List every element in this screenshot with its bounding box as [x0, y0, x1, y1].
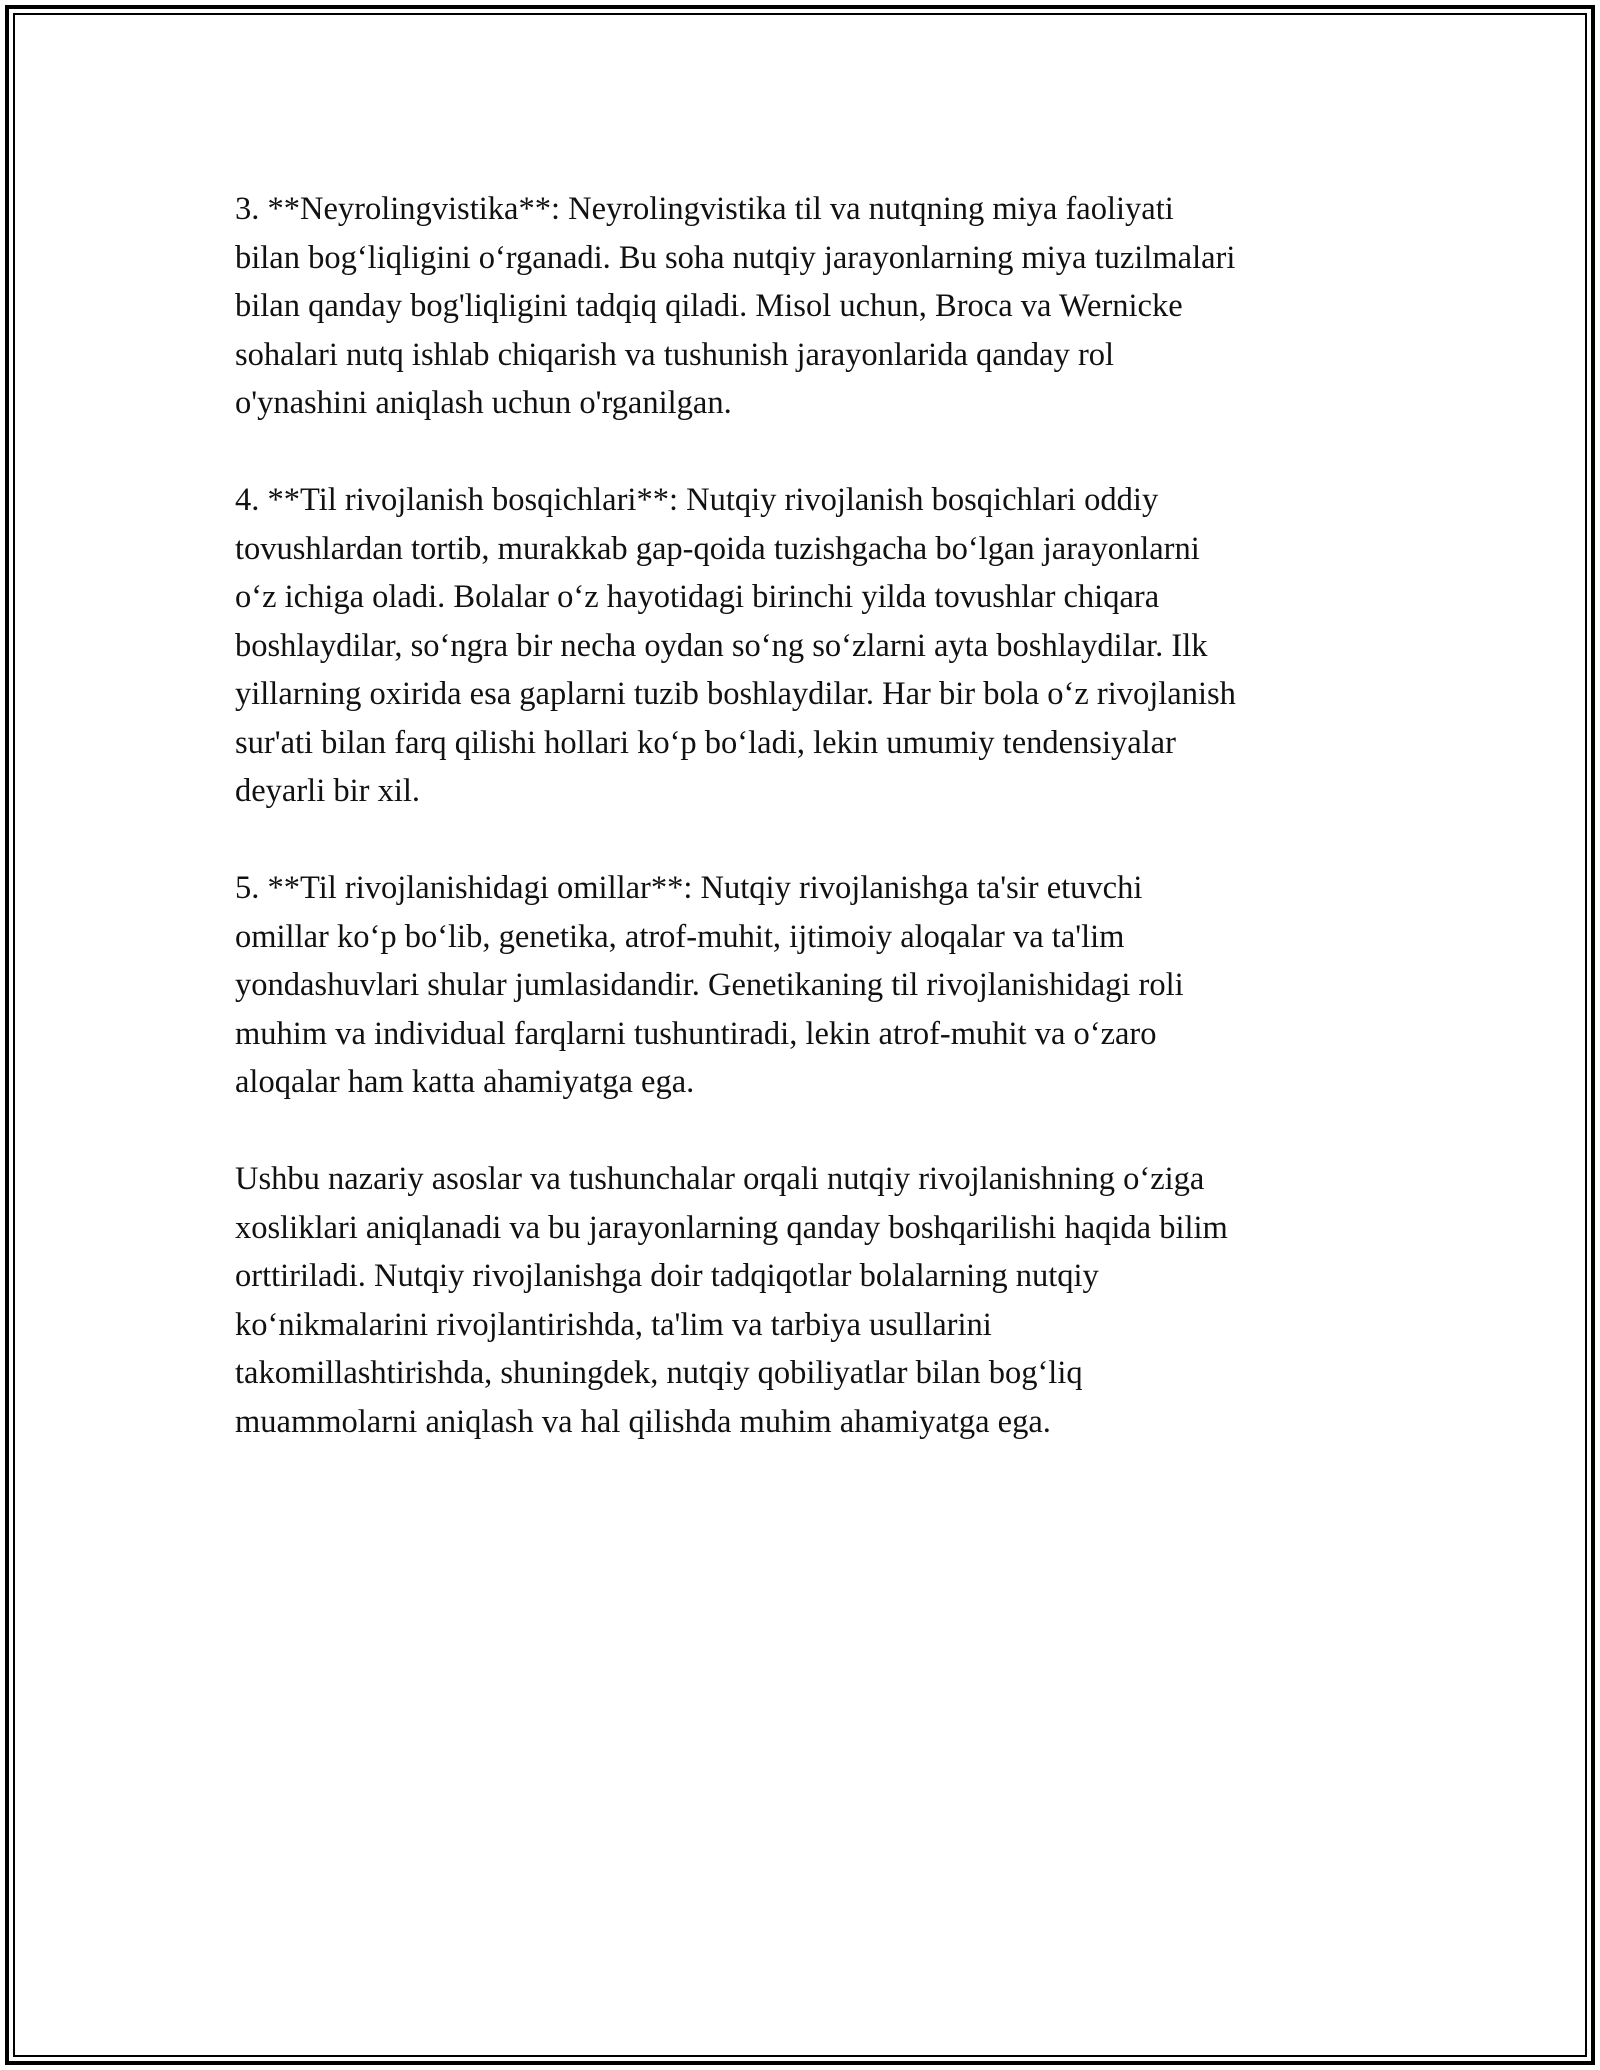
paragraph-til-rivojlanish-bosqichlari: 4. **Til rivojlanish bosqichlari**: Nutqiy rivojlanish bosqichlari oddiy tovushlardan tortib, murakkab gap-qoida tuzishgacha bo‘lgan jarayonlarni o‘z ichiga oladi. Bolalar o‘z hayotidagi birinchi yilda tovushlar chiqara boshlaydilar, so‘ngra bir necha oydan so‘ng so‘zlarni ayta boshlaydilar. Ilk yillarning oxirida esa gaplarni tuzib boshlaydilar. Har bir bola o‘z rivojlanish sur'ati bilan farq qilishi hollari ko‘p bo‘ladi, lekin umumiy tendensiyalar deyarli bir xil. [235, 482, 1236, 809]
paragraph-neyrolingvistika: 3. **Neyrolingvistika**: Neyrolingvistika til va nutqning miya faoliyati bilan bog‘liqligini o‘rganadi. Bu soha nutqiy jarayonlarning miya tuzilmalari bilan qanday bog'liqligini tadqiq qiladi. Misol uchun, Broca va Wernicke sohalari nutq ishlab chiqarish va tushunish jarayonlarida qanday rol o'ynashini aniqlash uchun o'rganilgan. [235, 191, 1236, 421]
paragraph-til-rivojlanishidagi-omillar: 5. **Til rivojlanishidagi omillar**: Nutqiy rivojlanishga ta'sir etuvchi omillar ko‘p bo‘lib, genetika, atrof-muhit, ijtimoiy aloqalar va ta'lim yondashuvlari shular jumlasidandir. Genetikaning til rivojlanishidagi roli muhim va individual farqlarni tushuntiradi, lekin atrof-muhit va o‘zaro aloqalar ham katta ahamiyatga ega. [235, 870, 1184, 1100]
document-body [235, 185, 1380, 1495]
paragraph-conclusion: Ushbu nazariy asoslar va tushunchalar orqali nutqiy rivojlanishning o‘ziga xosliklari aniqlanadi va bu jarayonlarning qanday boshqarilishi haqida bilim orttiriladi. Nutqiy rivojlanishga doir tadqiqotlar bolalarning nutqiy ko‘nikmalarini rivojlantirishda, ta'lim va tarbiya usullarini takomillashtirishda, shuningdek, nutqiy qobiliyatlar bilan bog‘liq muammolarni aniqlash va hal qilishda muhim ahamiyatga ega. [235, 1161, 1228, 1440]
